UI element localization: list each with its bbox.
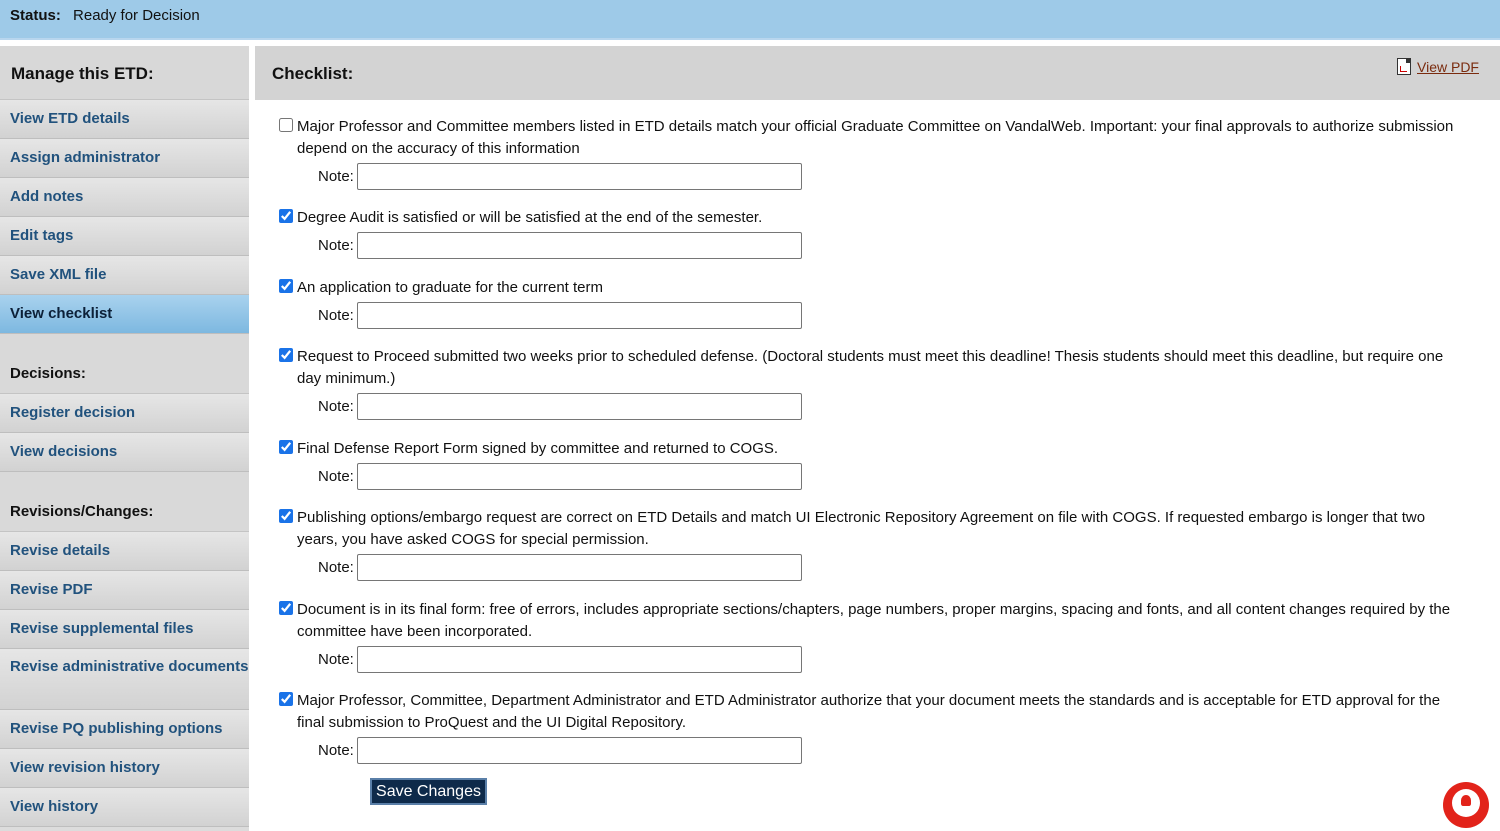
sidebar-section-revisions: Revisions/Changes:	[0, 492, 249, 532]
sidebar-item-revise-pq-publishing-options[interactable]: Revise PQ publishing options	[0, 710, 249, 749]
sidebar-heading: Manage this ETD:	[0, 46, 249, 100]
note-label: Note:	[318, 307, 354, 324]
page-title: Checklist:	[272, 64, 354, 83]
note-input[interactable]	[357, 737, 802, 764]
sidebar-item-revise-supplemental-files[interactable]: Revise supplemental files	[0, 610, 249, 649]
sidebar-spacer	[0, 472, 249, 492]
sidebar-item-view-revision-history[interactable]: View revision history	[0, 749, 249, 788]
note-input[interactable]	[357, 163, 802, 190]
sidebar-item-edit-tags[interactable]: Edit tags	[0, 217, 249, 256]
sidebar-section-decisions: Decisions:	[0, 354, 249, 394]
status-label: Status:	[10, 7, 61, 24]
checklist-checkbox[interactable]	[279, 440, 293, 454]
checklist-checkbox[interactable]	[279, 692, 293, 706]
help-chat-icon-glyph	[1452, 789, 1480, 817]
checklist-item-text: Document is in its final form: free of errors, includes appropriate sections/chapters, page numbers, proper margins, spacing and fonts, and all content changes required by the committee have been incorporated.	[297, 601, 1451, 640]
checklist-item-text: Request to Proceed submitted two weeks prior to scheduled defense. (Doctoral students must meet this deadline! Thesis students should meet this deadline, but require one day minimum.)	[297, 348, 1444, 387]
checklist-item	[279, 438, 1469, 491]
checklist-item	[279, 690, 1469, 765]
checklist-item-text: Publishing options/embargo request are correct on ETD Details and match UI Electronic Repository Agreement on file with COGS. If requested embargo is longer that two years, you have asked COGS for special permission.	[297, 509, 1426, 548]
checklist-item	[279, 507, 1469, 582]
checklist-checkbox[interactable]	[279, 118, 293, 132]
checklist-checkbox[interactable]	[279, 601, 293, 615]
sidebar	[0, 46, 249, 831]
checklist-header	[255, 46, 1500, 100]
note-input[interactable]	[357, 232, 802, 259]
view-pdf-link[interactable]	[1397, 58, 1479, 75]
status-bar	[0, 0, 1500, 40]
sidebar-item-revise-details[interactable]: Revise details	[0, 532, 249, 571]
note-label: Note:	[318, 468, 354, 485]
sidebar-item-revise-administrative-documents[interactable]: Revise administrative documents	[0, 649, 249, 710]
sidebar-item-view-etd-details[interactable]: View ETD details	[0, 100, 249, 139]
note-input[interactable]	[357, 554, 802, 581]
help-chat-icon[interactable]	[1443, 782, 1489, 828]
note-input[interactable]	[357, 302, 802, 329]
checklist-item-text: Major Professor, Committee, Department Administrator and ETD Administrator authorize that your document meets the standards and is acceptable for ETD approval for the final submission to ProQuest and the UI Digital Repository.	[297, 692, 1441, 731]
status-value: Ready for Decision	[73, 7, 200, 24]
sidebar-item-save-xml-file[interactable]: Save XML file	[0, 256, 249, 295]
sidebar-item-revise-pdf[interactable]: Revise PDF	[0, 571, 249, 610]
note-label: Note:	[318, 398, 354, 415]
checklist-item	[279, 277, 1469, 330]
checklist-item-text: Major Professor and Committee members listed in ETD details match your official Graduate Committee on VandalWeb. Important: your final approvals to authorize submission depend on the accuracy of this information	[297, 118, 1454, 157]
note-input[interactable]	[357, 463, 802, 490]
checklist-item	[279, 116, 1469, 191]
note-label: Note:	[318, 168, 354, 185]
view-pdf-label[interactable]: View PDF	[1417, 59, 1479, 75]
note-input[interactable]	[357, 393, 802, 420]
checklist-item-text: An application to graduate for the current term	[297, 279, 604, 296]
note-label: Note:	[318, 651, 354, 668]
sidebar-item-view-history[interactable]: View history	[0, 788, 249, 827]
pdf-file-icon[interactable]	[1397, 58, 1411, 75]
note-label: Note:	[318, 237, 354, 254]
checklist-item	[279, 207, 1469, 260]
checklist-checkbox[interactable]	[279, 348, 293, 362]
sidebar-item-view-checklist[interactable]: View checklist	[0, 295, 249, 334]
checklist-item-text: Degree Audit is satisfied or will be satisfied at the end of the semester.	[297, 209, 763, 226]
sidebar-spacer	[0, 334, 249, 354]
checklist-item	[279, 599, 1469, 674]
sidebar-item-add-notes[interactable]: Add notes	[0, 178, 249, 217]
sidebar-item-view-decisions[interactable]: View decisions	[0, 433, 249, 472]
sidebar-item-assign-administrator[interactable]: Assign administrator	[0, 139, 249, 178]
note-input[interactable]	[357, 646, 802, 673]
note-label: Note:	[318, 742, 354, 759]
checklist-checkbox[interactable]	[279, 209, 293, 223]
checklist-item	[279, 346, 1469, 421]
main-panel	[255, 46, 1500, 831]
checklist-checkbox[interactable]	[279, 509, 293, 523]
save-changes-button[interactable]: Save Changes	[370, 778, 487, 805]
note-label: Note:	[318, 559, 354, 576]
checklist-checkbox[interactable]	[279, 279, 293, 293]
sidebar-item-register-decision[interactable]: Register decision	[0, 394, 249, 433]
checklist-item-text: Final Defense Report Form signed by committee and returned to COGS.	[297, 440, 779, 457]
